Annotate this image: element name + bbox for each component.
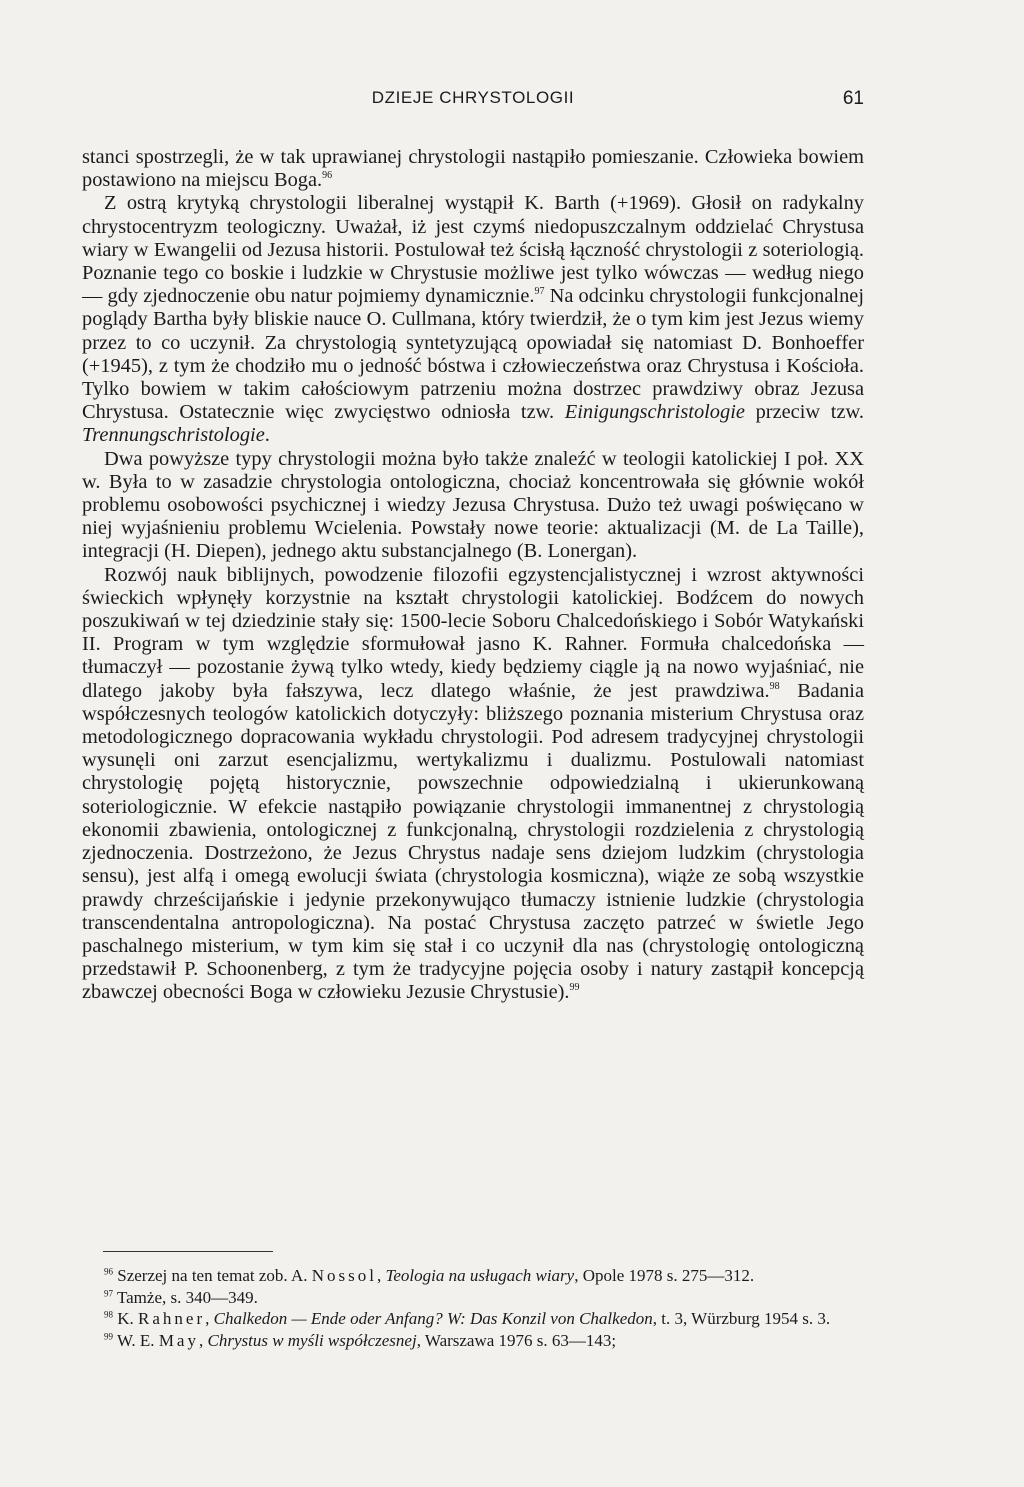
paragraph-4 xyxy=(82,564,864,1005)
footnote-ref-98: 98 xyxy=(769,680,780,692)
page-number: 61 xyxy=(842,88,864,109)
paragraph-2-text-d: . xyxy=(264,424,270,447)
footnote-divider xyxy=(103,1251,273,1252)
footnote-97 xyxy=(82,1288,864,1308)
footnote-98 xyxy=(82,1309,864,1329)
footnote-ref-96: 96 xyxy=(322,170,333,182)
paragraph-2-text-b: Na odcinku chrystologii funkcjonalnej poglądy Bartha były bliskie nauce O. Cullmana, który twierdził, że o tym kim jest Jezus wiemy przez to co uczynił. Za chrystologią syntetyzującą opowiadał się natomiast D. Bonhoeffer (+1945), z tym że chodziło mu o jedność bóstwa i człowieczeństwa oraz Chrystusa i Kościoła. Tylko bowiem w takim całościowym patrzeniu można dostrzec prawdziwy obraz Jezusa Chrystusa. Ostatecznie więc zwycięstwo odniosła tzw. xyxy=(82,285,864,424)
footnote-ref-99: 99 xyxy=(569,982,580,994)
paragraph-1 xyxy=(82,146,864,192)
paragraph-4-text-b: Badania współczesnych teologów katolickich dotyczyły: bliższego poznania misterium Chrystusa oraz metodologicznego dopracowania wykładu chrystologii. Pod adresem tradycyjnej chrystologii wysunęli oni zarzut esencjalizmu, wertykalizmu i dualizmu. Postulowali natomiast chrystologię pojętą historycznie, powszechnie odpowiedzialną i ukierunkowaną soteriologicznie. W efekcie nastąpiło powiązanie chrystologii immanentnej z chrystologią ekonomii zbawienia, ontologicznej z funkcjonalną, chrystologii rozdzielenia z chrystologią zjednoczenia. Dostrzeżono, że Jezus Chrystus nadaje sens dziejom ludzkim (chrystologia sensu), jest alfą i omegą ewolucji świata (chrystologia kosmiczna), wiąże ze sobą wszystkie prawdy chrześcijańskie i jedynie przekonywująco tłumaczy istnienie ludzkie (chrystologia transcendentalna antropologiczna). Na postać Chrystusa zaczęto patrzeć w świetle Jego paschalnego misterium, w tym kim się stał i co uczynił dla nas (chrystologię ontologiczną przedstawił P. Schoonenberg, z tym że tradycyjne pojęcia osoby i natury zastąpił koncepcją zbawczej obecności Boga w człowieku Jezusie Chrystusie). xyxy=(82,679,864,1004)
footnote-sep: , xyxy=(205,1309,214,1329)
footnote-title: Teologia na usługach wiary xyxy=(385,1266,575,1285)
footnote-number: 97 xyxy=(104,1287,113,1298)
footnote-text: Szerzej na ten temat zob. A. xyxy=(113,1266,312,1285)
footnote-number: 99 xyxy=(104,1331,113,1342)
footnote-number: 96 xyxy=(104,1266,113,1277)
running-head: DZIEJE CHRYSTOLOGII xyxy=(371,88,575,107)
footnote-sep: , xyxy=(198,1330,208,1350)
footnote-author: Nossol xyxy=(311,1266,377,1285)
footnote-sep: , xyxy=(376,1266,386,1285)
footnote-number: 98 xyxy=(104,1309,113,1320)
footnote-text: K. xyxy=(113,1309,139,1329)
paragraph-2-text-a: Z ostrą krytyką chrystologii liberalnej wystąpił K. Barth (+1969). Głosił on radykalny chrystocentryzm teologiczny. Uważał, iż jest czymś niedopuszczalnym oddzielać Chrystusa wiary w Ewangelii od Jezusa historii. Postulował też ścisłą łączność chrystologii z soteriologią. Poznanie tego co boskie i ludzkie w Chrystusie możliwe jest tylko wówczas — według niego — gdy zjednoczenie obu natur pojmiemy dynamicznie. xyxy=(82,192,864,308)
paragraph-4-text-a: Rozwój nauk biblijnych, powodzenie filozofii egzystencjalistycznej i wzrost aktywności świeckich wpłynęły korzystnie na kształt chrystologii katolickiej. Bodźcem do nowych poszukiwań w tej dziedzinie stały się: 1500-lecie Soboru Chalcedońskiego i Sobór Watykański II. Program w tym względzie sformułował jasno K. Rahner. Formuła chalcedońska — tłumaczył — pozostanie żywą tylko wtedy, kiedy będziemy ciągle ją na nowo wyjaśniać, nie dlatego jakoby była fałszywa, lecz dlatego właśnie, że jest prawdziwa. xyxy=(82,563,864,702)
page-header xyxy=(82,88,864,118)
footnote-text: Tamże, s. 340—349. xyxy=(113,1287,258,1307)
body-text xyxy=(82,146,864,1005)
paragraph-1-text: stanci spostrzegli, że w tak uprawianej chrystologii nastąpiło pomieszanie. Człowieka bowiem postawiono na miejscu Boga. xyxy=(82,146,864,192)
paragraph-3: Dwa powyższe typy chrystologii można było także znaleźć w teologii katolickiej I poł. XX w. Była to w zasadzie chrystologia ontologiczna, chociaż koncentrowała się głównie wokół problemu osobowości psychicznej i wiedzy Jezusa Chrystusa. Dużo też uwagi poświęcano w niej wyjaśnieniu problemu Wcielenia. Powstały nowe teorie: aktualizacji (M. de La Taille), integracji (H. Diepen), jednego aktu substancjalnego (B. Lonergan). xyxy=(82,447,864,563)
footnote-tail: , t. 3, Würzburg 1954 s. 3. xyxy=(652,1309,831,1329)
footnote-96 xyxy=(82,1266,864,1286)
paragraph-2-text-c: przeciw tzw. xyxy=(744,401,864,424)
footnote-text: W. E. xyxy=(113,1330,159,1350)
footnote-ref-97: 97 xyxy=(534,286,545,298)
term-trennungschristologie: Trennungschristologie xyxy=(82,424,265,447)
footnote-title: Chalkedon — Ende oder Anfang? W: Das Konzil von Chalkedon xyxy=(213,1309,653,1329)
footnote-author: May xyxy=(158,1330,199,1350)
footnote-99 xyxy=(82,1331,864,1351)
term-einigungschristologie: Einigungschristologie xyxy=(564,401,745,424)
footnote-tail: , Warszawa 1976 s. 63—143; xyxy=(416,1330,617,1350)
footnote-tail: , Opole 1978 s. 275—312. xyxy=(574,1266,755,1285)
footnotes xyxy=(82,1266,864,1352)
footnote-title: Chrystus w myśli współczesnej xyxy=(207,1330,417,1350)
footnote-author: Rahner xyxy=(138,1309,206,1329)
paragraph-2 xyxy=(82,192,864,447)
